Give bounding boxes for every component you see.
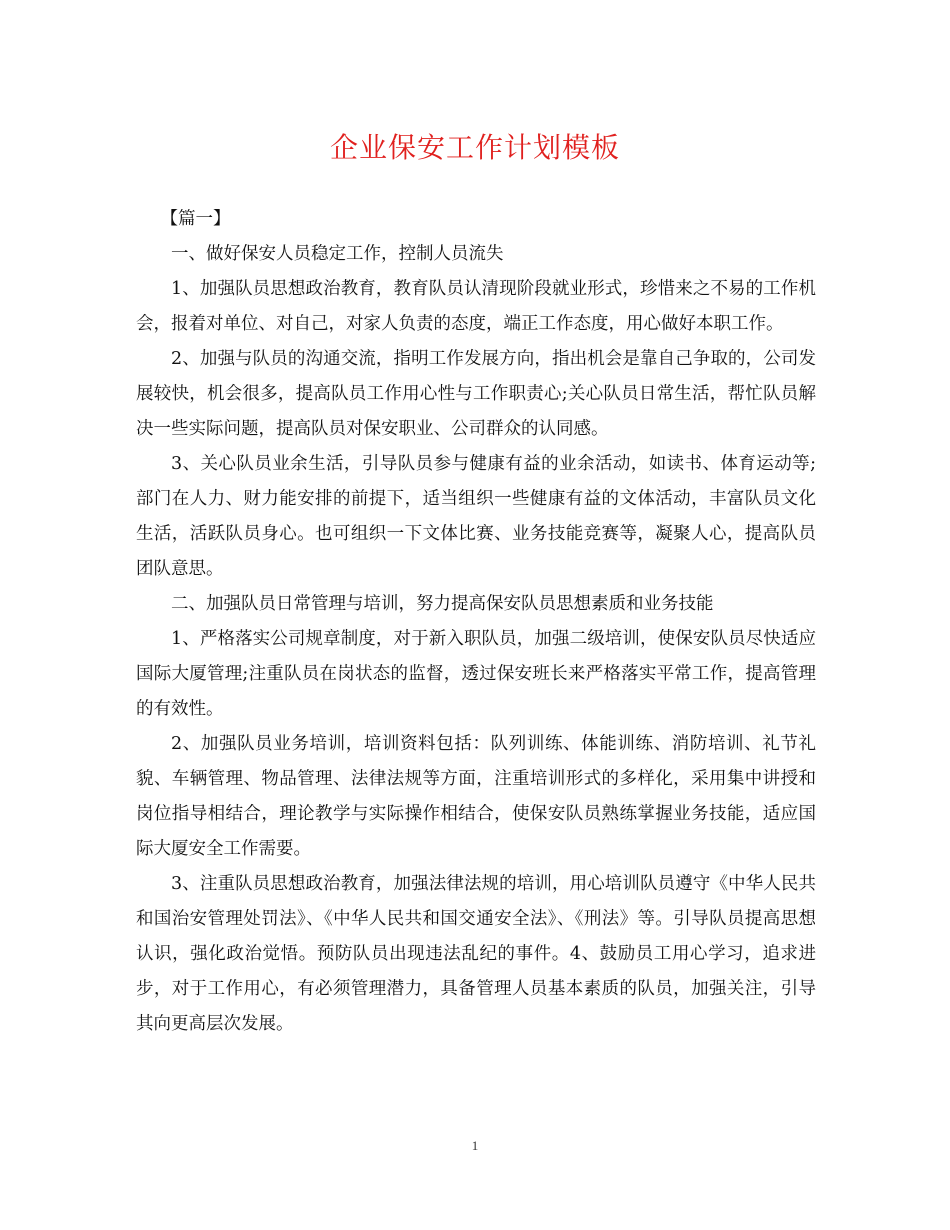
document-body: [136, 202, 816, 1042]
section-label: 【篇一】: [160, 209, 231, 229]
paragraph: 2、加强队员业务培训，培训资料包括：队列训练、体能训练、消防培训、礼节礼貌、车辆管理、物品管理、法律法规等方面，注重培训形式的多样化，采用集中讲授和岗位指导相结合，理论教学与实际操作相结合，使保安队员熟练掌握业务技能，适应国际大厦安全工作需要。: [136, 734, 816, 859]
heading-2: 二、加强队员日常管理与培训，努力提高保安队员思想素质和业务技能: [171, 594, 714, 614]
paragraph: 2、加强与队员的沟通交流，指明工作发展方向，指出机会是靠自己争取的，公司发展较快，机会很多，提高队员工作用心性与工作职责心;关心队员日常生活，帮忙队员解决一些实际问题，提高队员对保安职业、公司群众的认同感。: [136, 349, 816, 439]
paragraph: 3、关心队员业余生活，引导队员参与健康有益的业余活动，如读书、体育运动等;部门在人力、财力能安排的前提下，适当组织一些健康有益的文体活动，丰富队员文化生活，活跃队员身心。也可组织一下文体比赛、业务技能竞赛等，凝聚人心，提高队员团队意思。: [136, 454, 816, 579]
paragraph: 3、注重队员思想政治教育，加强法律法规的培训，用心培训队员遵守《中华人民共和国治安管理处罚法》、《中华人民共和国交通安全法》、《刑法》等。引导队员提高思想认识，强化政治觉悟。预防队员出现违法乱纪的事件。4、鼓励员工用心学习，追求进步，对于工作用心，有必须管理潜力，具备管理人员基本素质的队员，加强关注，引导其向更高层次发展。: [136, 874, 816, 1034]
heading-1: 一、做好保安人员稳定工作，控制人员流失: [171, 244, 504, 264]
page-number: 1: [471, 1138, 479, 1153]
document-title: 企业保安工作计划模板: [329, 131, 620, 164]
paragraph: 1、加强队员思想政治教育，教育队员认清现阶段就业形式，珍惜来之不易的工作机会，报着对单位、对自己，对家人负责的态度，端正工作态度，用心做好本职工作。: [136, 279, 816, 334]
paragraph: 1、严格落实公司规章制度，对于新入职队员，加强二级培训，使保安队员尽快适应国际大厦管理;注重队员在岗状态的监督，透过保安班长来严格落实平常工作，提高管理的有效性。: [136, 629, 816, 719]
